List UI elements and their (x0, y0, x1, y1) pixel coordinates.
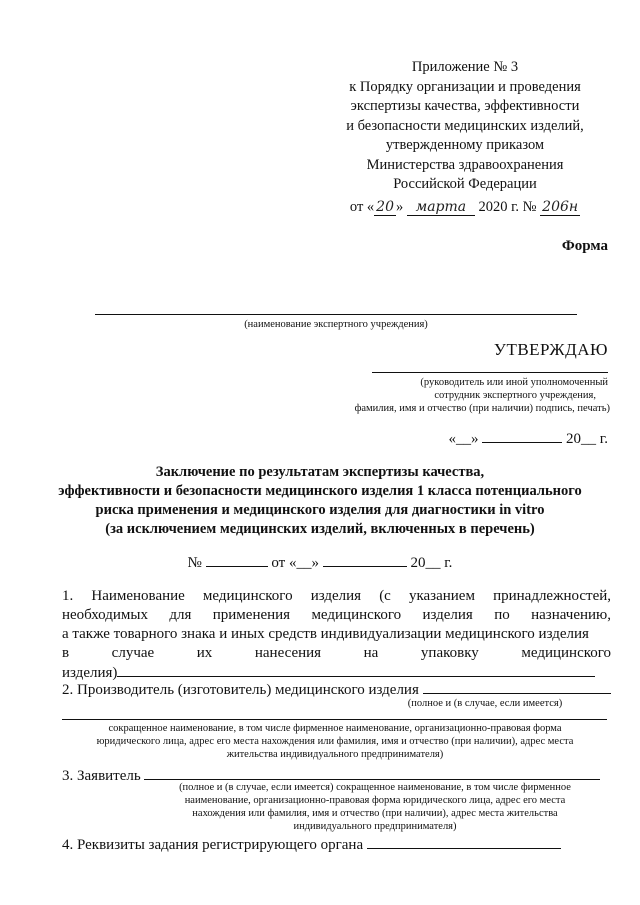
caption-line: нахождения или фамилия, имя и отчество (при наличии), адрес места жительства (192, 808, 558, 819)
approval-date (449, 428, 608, 448)
word: медицинского (521, 645, 612, 661)
section-1-line-2 (62, 606, 611, 625)
appendix-header (300, 58, 630, 217)
appendix-line: Приложение № 3 (411, 59, 519, 75)
caption-line: индивидуального предпринимателя) (293, 821, 457, 832)
order-day: 20 (376, 198, 394, 215)
appendix-line: экспертизы качества, эффективности (350, 98, 580, 114)
section-4 (62, 834, 561, 854)
word: случае (111, 645, 155, 661)
org-name-line[interactable] (95, 314, 577, 315)
manufacturer-caption-long (55, 722, 615, 761)
word: применения (212, 607, 291, 623)
registration-task-field[interactable] (367, 834, 561, 849)
title-line: риска применения и медицинского изделия для диагностики in vitro (95, 502, 545, 518)
applicant-caption (140, 781, 610, 833)
caption-line: жительства индивидуального предпринимателя) (226, 749, 444, 760)
title-line: (за исключением медицинских изделий, включенных в перечень) (105, 521, 535, 537)
section-2-label: 2. Производитель (изготовитель) медицинского изделия (62, 682, 419, 698)
word: необходимых (62, 607, 148, 623)
section-2 (62, 679, 611, 699)
caption-line: сотрудник экспертного учреждения, (434, 390, 596, 401)
order-prefix: от « (349, 198, 375, 215)
word: указанием (408, 588, 475, 604)
section-1-line-1 (62, 587, 611, 606)
caption-line: сокращенное наименование, в том числе фирменное наименование, организационно-правовая форма (108, 723, 562, 734)
order-number: 206н (542, 198, 579, 215)
word: медицинского (202, 588, 293, 604)
order-year: 2020 г. № (478, 198, 537, 215)
date-month-blank[interactable] (482, 428, 562, 443)
appendix-line: Российской Федерации (393, 176, 537, 192)
number-year: 20__ г. (410, 555, 453, 571)
word: для (169, 607, 192, 623)
appendix-line: и безопасности медицинских изделий, (346, 117, 584, 134)
appendix-line: к Порядку организации и проведения (349, 78, 581, 95)
word: назначению, (531, 607, 612, 623)
number-blank[interactable] (206, 552, 268, 567)
word: изделия (310, 588, 362, 604)
word: Наименование (91, 588, 185, 604)
word: на (363, 645, 379, 661)
word: изделия (422, 607, 473, 623)
section-1 (62, 587, 611, 683)
manufacturer-field[interactable] (423, 679, 611, 694)
approver-caption (290, 376, 610, 415)
word: упаковку (420, 645, 479, 661)
approver-signature-line[interactable] (372, 372, 608, 373)
caption-line: наименование, организационно-правовая форма юридического лица, адрес его места (184, 795, 566, 806)
caption-line: (руководитель или иной уполномоченный (420, 377, 608, 388)
caption-line: фамилия, имя и отчество (при наличии) подпись, печать) (354, 403, 610, 414)
word: изделия) (62, 665, 118, 681)
word: их (196, 645, 213, 661)
section-4-label: 4. Реквизиты задания регистрирующего органа (62, 837, 364, 853)
word: 1. (62, 588, 74, 604)
section-3-label: 3. Заявитель (62, 768, 141, 784)
caption-line: (полное и (в случае, если имеется) сокращенное наименование, в том числе фирменное (179, 782, 571, 793)
caption-line: юридического лица, адрес его места нахождения или фамилия, имя и отчество (при наличии), адрес места (96, 736, 574, 747)
word: нанесения (254, 645, 322, 661)
word: медицинского (311, 607, 402, 623)
section-1-line-3: а также товарного знака и иных средств индивидуализации медицинского изделия (62, 626, 589, 642)
word: принадлежностей, (493, 588, 612, 604)
manufacturer-field-line[interactable] (62, 719, 607, 720)
title-line: Заключение по результатам экспертизы качества, (155, 464, 485, 480)
manufacturer-caption-short: (полное и (в случае, если имеется) (407, 698, 563, 709)
approve-label: УТВЕРЖДАЮ (493, 340, 608, 359)
date-day[interactable]: «__» (448, 431, 479, 447)
word: в (62, 645, 70, 661)
number-sign: № (187, 555, 202, 571)
applicant-field[interactable] (144, 765, 600, 780)
title-line: эффективности и безопасности медицинского изделия 1 класса потенциального (58, 483, 582, 499)
org-caption: (наименование экспертного учреждения) (244, 319, 428, 330)
appendix-line: утвержденному приказом (385, 137, 545, 153)
order-month: марта (407, 200, 475, 216)
order-reference (300, 198, 630, 218)
form-label: Форма (561, 238, 608, 254)
order-mid: » (396, 198, 404, 215)
number-from: от «__» (271, 555, 319, 571)
conclusion-number-line (40, 552, 600, 572)
word: (с (379, 588, 391, 604)
device-name-field[interactable] (117, 663, 595, 677)
date-year[interactable]: 20__ г. (566, 431, 608, 447)
document-title (40, 463, 600, 539)
number-month-blank[interactable] (323, 552, 407, 567)
word: по (494, 607, 510, 623)
appendix-line: Министерства здравоохранения (366, 156, 564, 173)
section-1-line-4 (62, 644, 611, 663)
